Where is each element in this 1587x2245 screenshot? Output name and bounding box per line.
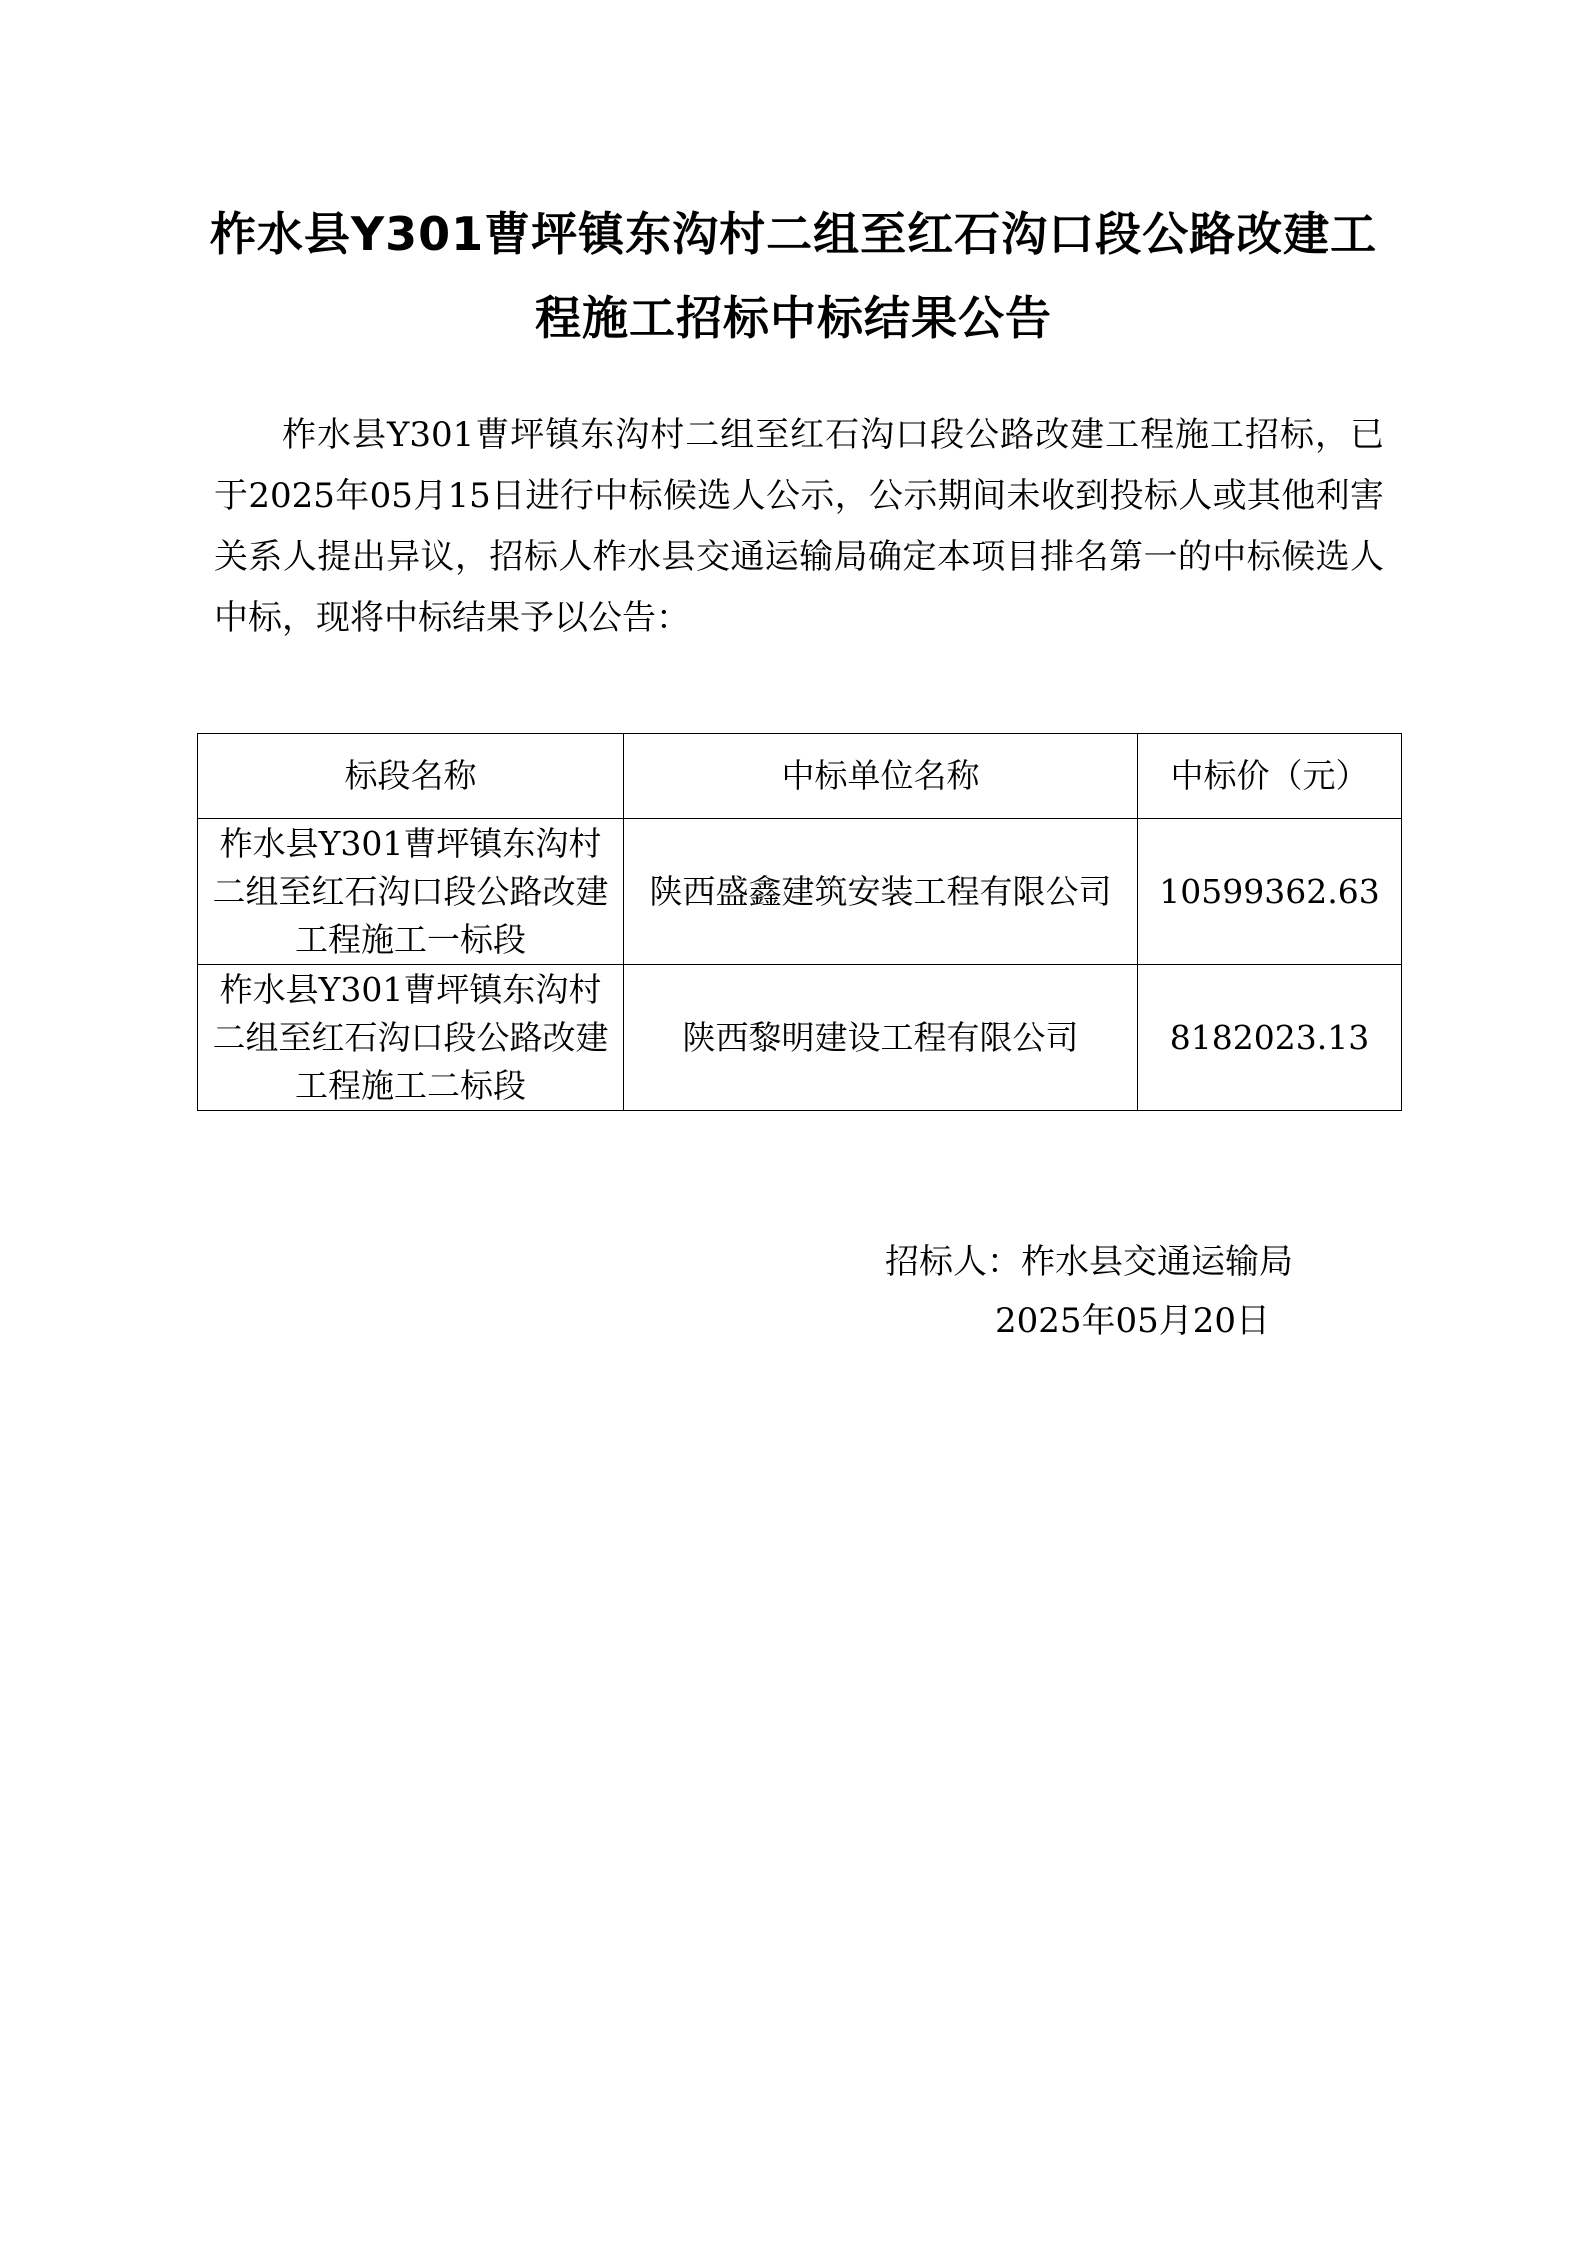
cell-winner-name: 陕西黎明建设工程有限公司 <box>624 965 1138 1111</box>
award-result-table <box>197 733 1402 1111</box>
cell-award-price: 10599362.63 <box>1138 819 1402 965</box>
table-row <box>198 819 1402 965</box>
table-row <box>198 965 1402 1111</box>
page-title: 柞水县Y301曹坪镇东沟村二组至红石沟口段公路改建工程施工招标中标结果公告 <box>209 207 1378 345</box>
notice-body: 柞水县Y301曹坪镇东沟村二组至红石沟口段公路改建工程施工招标，已于2025年05月15日进行中标候选人公示，公示期间未收到投标人或其他利害关系人提出异议，招标人柞水县交通运输局确定本项目排名第一的中标候选人中标，现将中标结果予以公告： <box>214 415 1384 638</box>
table-header-row <box>198 734 1402 819</box>
header-award-price: 中标价（元） <box>1138 734 1402 819</box>
cell-section-name: 柞水县Y301曹坪镇东沟村二组至红石沟口段公路改建工程施工二标段 <box>198 965 624 1111</box>
header-section-name: 标段名称 <box>198 734 624 819</box>
issue-date: 2025年05月20日 <box>995 1301 1271 1341</box>
cell-section-name: 柞水县Y301曹坪镇东沟村二组至红石沟口段公路改建工程施工一标段 <box>198 819 624 965</box>
cell-award-price: 8182023.13 <box>1138 965 1402 1111</box>
header-winner-name: 中标单位名称 <box>624 734 1138 819</box>
cell-winner-name: 陕西盛鑫建筑安装工程有限公司 <box>624 819 1138 965</box>
tenderer-signature: 招标人：柞水县交通运输局 <box>885 1242 1293 1282</box>
